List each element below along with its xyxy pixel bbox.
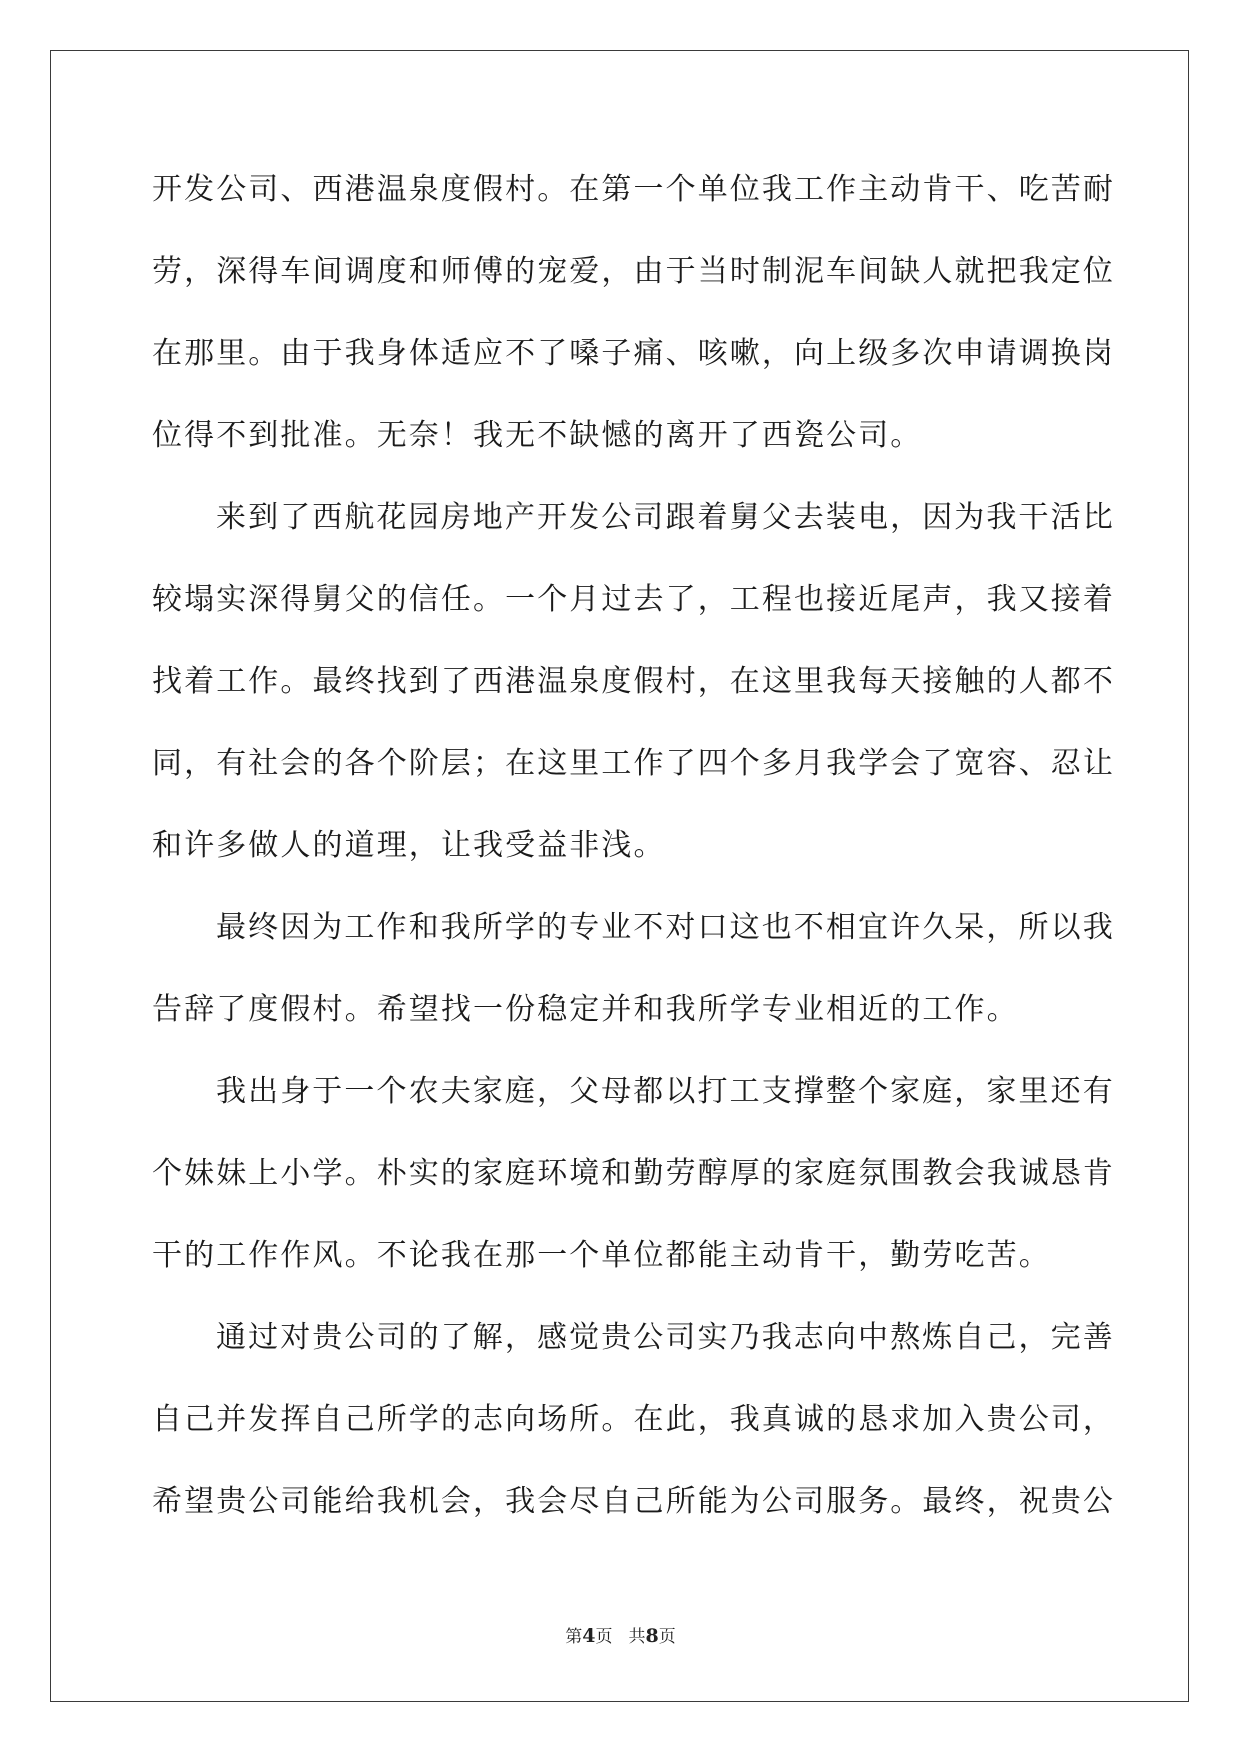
text-line: 同，有社会的各个阶层；在这里工作了四个多月我学会了宽容、忍让 [152, 746, 1115, 781]
document-body [152, 160, 1115, 1554]
page-suffix: 页 [595, 1627, 613, 1647]
total-suffix: 页 [658, 1627, 676, 1647]
total-prefix: 共 [628, 1627, 646, 1647]
page-footer [0, 1622, 1241, 1647]
text-line: 我出身于一个农夫家庭，父母都以打工支撑整个家庭，家里还有 [216, 1074, 1115, 1109]
total-pages: 8 [645, 1625, 659, 1647]
text-line: 自己并发挥自己所学的志向场所。在此，我真诚的恳求加入贵公司， [152, 1402, 1115, 1437]
text-line: 开发公司、西港温泉度假村。在第一个单位我工作主动肯干、吃苦耐 [152, 172, 1115, 207]
text-line: 在那里。由于我身体适应不了嗓子痛、咳嗽，向上级多次申请调换岗 [152, 336, 1115, 371]
text-line: 和许多做人的道理，让我受益非浅。 [152, 828, 666, 863]
text-line: 位得不到批准。无奈！我无不缺憾的离开了西瓷公司。 [152, 418, 923, 453]
text-line: 通过对贵公司的了解，感觉贵公司实乃我志向中熬炼自己，完善 [216, 1320, 1115, 1355]
page-prefix: 第 [565, 1627, 583, 1647]
text-line: 来到了西航花园房地产开发公司跟着舅父去装电，因为我干活比 [216, 500, 1115, 535]
text-line: 干的工作作风。不论我在那一个单位都能主动肯干，勤劳吃苦。 [152, 1238, 1051, 1273]
text-line: 希望贵公司能给我机会，我会尽自己所能为公司服务。最终，祝贵公 [152, 1484, 1115, 1519]
text-line: 找着工作。最终找到了西港温泉度假村，在这里我每天接触的人都不 [152, 664, 1115, 699]
text-line: 告辞了度假村。希望找一份稳定并和我所学专业相近的工作。 [152, 992, 1019, 1027]
text-line: 劳，深得车间调度和师傅的宠爱，由于当时制泥车间缺人就把我定位 [152, 254, 1115, 289]
text-line: 个妹妹上小学。朴实的家庭环境和勤劳醇厚的家庭氛围教会我诚恳肯 [152, 1156, 1115, 1191]
text-line: 较塌实深得舅父的信任。一个月过去了，工程也接近尾声，我又接着 [152, 582, 1115, 617]
text-line: 最终因为工作和我所学的专业不对口这也不相宜许久呆，所以我 [216, 910, 1115, 945]
page-number: 4 [582, 1625, 596, 1647]
